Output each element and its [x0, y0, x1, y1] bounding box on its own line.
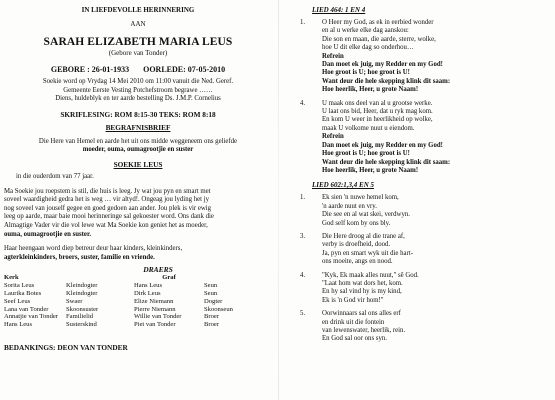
verse-line: en al u werke elke dag aanskou:	[322, 27, 409, 35]
verse-lines	[322, 19, 550, 95]
bearer-name: Laurika Botes	[4, 289, 42, 297]
refrain-line: Dan moet ek juig, my Redder en my God!	[322, 61, 443, 69]
verse-number: 5.	[300, 310, 306, 318]
bearer-relation: Susterskind	[66, 321, 97, 329]
verse-number: 4.	[300, 271, 306, 279]
in-memory-heading: IN LIEFDEVOLLE HERINNERING	[81, 6, 195, 14]
verse-line: hoe U dit elke dag so onderhou…	[322, 44, 414, 52]
tribute-text	[4, 188, 272, 240]
table-row	[4, 321, 272, 329]
tribute-line: ouma, oumagrootjie en suster.	[4, 230, 92, 238]
tribute-line: soveel waardigheid gedra het is weg … vir altyd!. Ongeag jou lyding het jy	[4, 196, 209, 204]
service-line: Gemeente Eerste Vesting Potchefstroom begrawe ……	[63, 86, 213, 94]
table-row	[4, 306, 272, 314]
verse-line: verby is droefheid, dood.	[322, 241, 391, 249]
bearer-relation: Broer	[204, 313, 220, 321]
bearer-relation: Swaer	[66, 297, 83, 305]
bearer-name: Willie van Tonder	[134, 313, 182, 321]
bearer-name: Pierre Niemann	[134, 305, 176, 313]
verse-line: O Heer my God, as ek in eerbied wonder	[322, 19, 434, 26]
refrain-line: Hoe heerlik, Heer, u grote Naam!	[322, 86, 419, 94]
verse-line: Die son en maan, die aarde, sterre, wolke,	[322, 35, 436, 43]
verse-line: En hy sal vind hy is my kind,	[322, 288, 402, 296]
verse-line: En God sal oor ons syn.	[322, 335, 387, 343]
verse-line: "Kyk, Ek maak alles nuut," sê God.	[322, 271, 419, 279]
bearer-name: Hans Leus	[4, 321, 33, 329]
bearers-title: DRAERS	[143, 265, 173, 275]
verse	[300, 100, 550, 176]
tribute-line: Almagtige Vader vir die vol lewe wat Ma Soekie kon geniet het as moeder,	[4, 221, 208, 229]
acknowledgements: BEDANKINGS: DEON VAN TONDER	[4, 342, 128, 352]
service-info	[4, 78, 272, 104]
refrain-line: Hoe heerlik, Heer, u grote Naam!	[322, 166, 419, 174]
burial-letter-title: BEGRAFNISBRIEF	[105, 122, 171, 132]
life-dates	[4, 65, 272, 74]
bearer-relation: Seun	[204, 282, 218, 290]
soekie-heading: SOEKIE LEUS	[113, 159, 163, 169]
bearer-relation: Broer	[204, 321, 220, 329]
verse-lines	[322, 310, 550, 344]
refrain-line: Want deur die hele skepping klink dit saam:	[322, 77, 451, 85]
bearer-relation: Kleindogter	[66, 289, 98, 297]
verse-line: Ek is 'n God vir hom!"	[322, 296, 384, 304]
bearer-relation: Kleindogter	[66, 282, 98, 290]
bearer-relation: Seun	[204, 289, 218, 297]
left-page	[4, 6, 272, 352]
verse	[300, 194, 550, 228]
deceased-name: SARAH ELIZABETH MARIA LEUS	[43, 36, 233, 48]
refrain-line: Hoe groot is U; hoe groot is U!	[322, 69, 410, 77]
bearers-header	[4, 274, 272, 282]
bearer-name: Piet van Tonder	[134, 321, 176, 329]
bearer-name: Elize Niemann	[134, 297, 174, 305]
bearer-name: Sorita Leus	[4, 282, 35, 290]
header-graf: Graf	[162, 274, 176, 282]
verse-line: ons moeite, angs en nood.	[322, 258, 393, 266]
refrain-line: Hoe groot is U; hoe groot is U!	[322, 150, 410, 158]
hymn-464-title: LIED 464: 1 EN 4	[312, 6, 366, 14]
table-row	[4, 282, 272, 290]
bearers-table	[4, 282, 272, 329]
verse-lines	[322, 194, 550, 228]
table-row	[4, 298, 272, 306]
verse-line: U maak ons deel van al u grootse werke.	[322, 99, 433, 107]
bearer-relation: Skoonsuster	[66, 305, 99, 313]
bearer-relation: Familielid	[66, 313, 94, 321]
verse-number: 4.	[300, 99, 306, 107]
tribute-line: nog soveel van jouself gegee en goed gedoen aan ander. Jou plek is vir ewig	[4, 204, 212, 212]
verse-line: Oorwinnaars sal ons alles erf	[322, 310, 401, 318]
verse-lines	[322, 233, 550, 267]
table-row	[4, 290, 272, 298]
mourning-line: Haar heengaan word diep betreur deur haar kinders, kleinkinders,	[4, 245, 183, 253]
bearer-name: Seef Leus	[4, 297, 31, 305]
verse	[300, 272, 550, 306]
aan-label: AAN	[130, 20, 146, 28]
hymn-602-title: LIED 602:1,3,4 EN 5	[312, 181, 375, 190]
service-line: Soekie word op Vrydag 14 Mei 2010 om 11:00 vanuit die Ned. Geref.	[42, 78, 234, 85]
table-row	[4, 313, 272, 321]
verse-lines	[322, 272, 550, 306]
death-date: OORLEDE: 07-05-2010	[143, 65, 226, 74]
refrain-line: Refrein	[322, 52, 344, 60]
verse-number: 1.	[300, 19, 306, 26]
hymn-464	[300, 19, 550, 175]
burial-text-2: moeder, ouma, oumagrootjie en suster	[82, 146, 194, 154]
bearer-name: Annatjie van Tonder	[4, 313, 58, 321]
verse-number: 1.	[300, 194, 306, 202]
verse-line: Die Here droog al die trane af,	[322, 232, 405, 240]
verse-line: U laat ons bid, Heer, dat u ryk mag kom.	[322, 108, 433, 116]
verse-line: van lewenswater, heerlik, rein.	[322, 327, 406, 334]
bearer-name: Hans Leus	[134, 282, 163, 290]
verse-line: en drink uit die fontein	[322, 318, 385, 326]
age-line: in die ouderdom van 77 jaar.	[16, 172, 94, 180]
verse	[300, 233, 550, 267]
bearer-name: Lana van Tonder	[4, 305, 49, 313]
verse-lines	[322, 100, 550, 176]
verse-number: 3.	[300, 232, 306, 240]
verse-line: maak U volkome nuut u eiendom.	[322, 124, 415, 132]
bearer-relation: Skoonseun	[204, 305, 233, 313]
bearer-name: Dirk Leus	[134, 289, 161, 297]
hymn-602	[300, 194, 550, 344]
scripture-reading: SKRIFLESING: ROM 8:15-30 TEKS: ROM 8:18	[60, 109, 216, 119]
mourning-text	[4, 245, 272, 262]
service-line: Diens, huldeblyk en ter aarde bestelling Ds. J.M.P. Cornelius	[55, 95, 221, 103]
mourning-line: agterkleinkinders, broers, suster, familie en vriende.	[4, 253, 155, 261]
burial-text-1: Die Here van Hemel en aarde het uit ons midde weggeneem ons geliefde	[38, 137, 238, 145]
verse-line: 'n aarde nuut en vry.	[322, 202, 377, 210]
birth-date: GEBORE : 26-01-1933	[50, 65, 130, 74]
header-kerk: Kerk	[4, 274, 19, 282]
verse-line: "Laat hom wat dors het, kom.	[322, 279, 403, 287]
tribute-line: Ma Soekie jou roepstem is stil, die huis is leeg. Jy wat jou pyn en smart met	[4, 187, 211, 195]
verse	[300, 19, 550, 95]
right-page	[300, 6, 550, 344]
verse-line: Ja, pyn en smart wyk uit die hart-	[322, 249, 413, 257]
maiden-name: (Gebore van Tonder)	[108, 49, 168, 57]
center-fold	[278, 0, 279, 400]
verse-line: Die see en al wat skei, verdwyn.	[322, 211, 410, 219]
refrain-line: Want deur die hele skepping klink dit saam:	[322, 158, 451, 166]
verse-line: Ek sien 'n nuwe hemel kom,	[322, 194, 399, 202]
refrain-line: Refrein	[322, 133, 344, 141]
verse-line: En kom U weer in heerlikheid op wolke,	[322, 116, 433, 124]
tribute-line: leeg op aarde, maar baie mooi herinneringe sal gekoester word. Ons dank die	[4, 213, 214, 221]
verse	[300, 310, 550, 344]
bearer-relation: Dogter	[204, 297, 223, 305]
refrain-line: Dan moet ek juig, my Redder en my God!	[322, 141, 443, 149]
verse-line: God self kom by ons bly.	[322, 219, 391, 227]
